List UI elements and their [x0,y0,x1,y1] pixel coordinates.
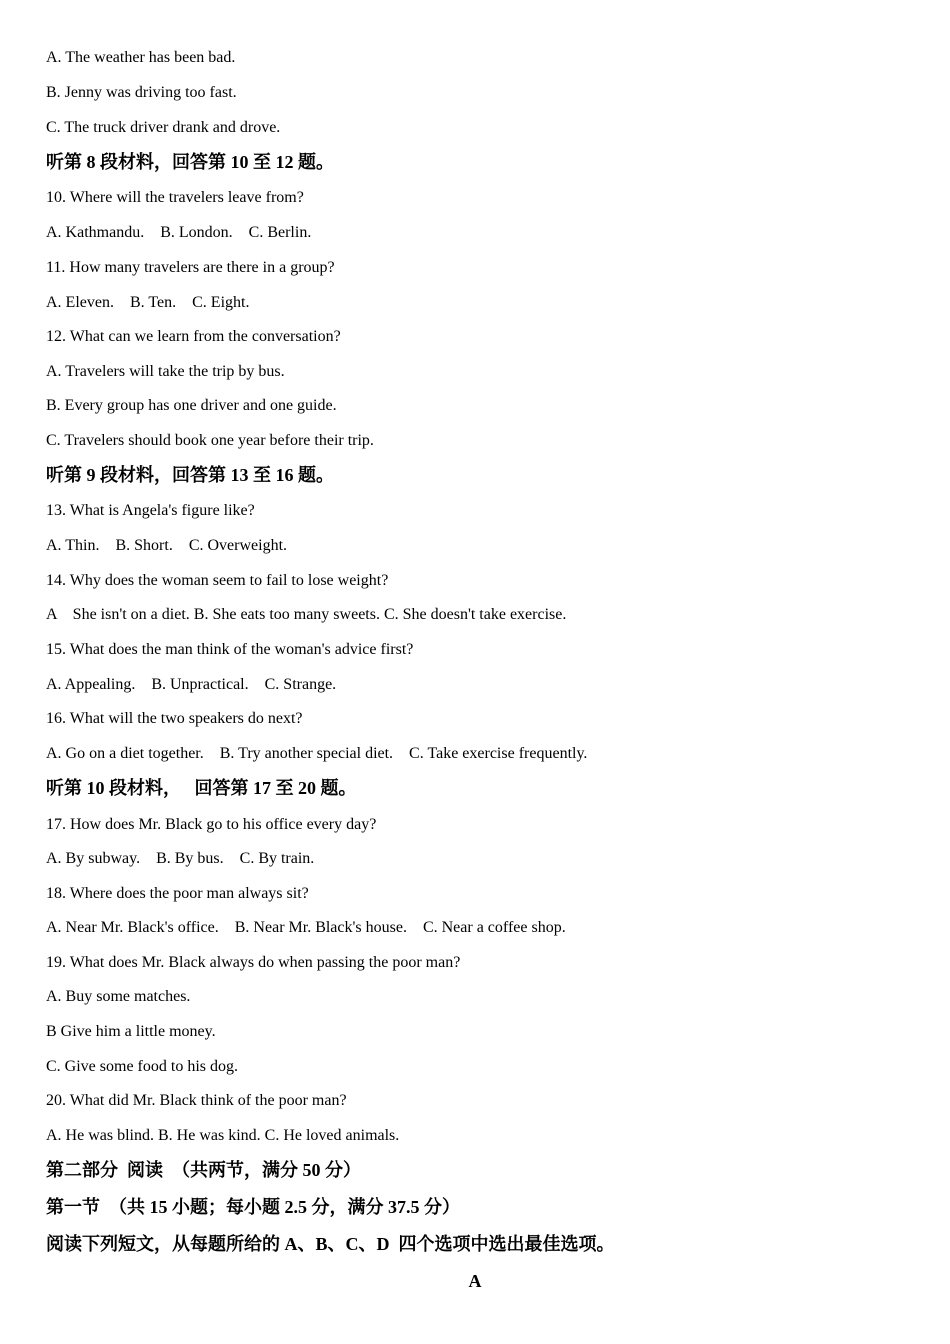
option-line: A. Travelers will take the trip by bus. [46,363,285,380]
option-line: A. Go on a diet together. B. Try another special diet. C. Take exercise frequently. [46,745,588,762]
question-line: 19. What does Mr. Black always do when passing the poor man? [46,954,461,971]
option-line: A. Appealing. B. Unpractical. C. Strange. [46,676,337,693]
question-line: 17. How does Mr. Black go to his office every day? [46,816,377,833]
part-heading: 第二部分 阅读 （共两节，满分 50 分） [46,1160,361,1180]
section-heading: 听第 10 段材料， 回答第 17 至 20 题。 [46,778,357,798]
question-line: 10. Where will the travelers leave from? [46,189,304,206]
option-line: C. Give some food to his dog. [46,1058,238,1075]
option-line: A. The weather has been bad. [46,49,236,66]
option-line: B. Every group has one driver and one guide. [46,397,337,414]
passage-label: A [468,1271,482,1291]
option-line: A. He was blind. B. He was kind. C. He loved animals. [46,1127,400,1144]
question-line: 20. What did Mr. Black think of the poor man? [46,1092,347,1109]
option-line: A. Eleven. B. Ten. C. Eight. [46,294,250,311]
option-line: A. Thin. B. Short. C. Overweight. [46,537,288,554]
option-line: B Give him a little money. [46,1023,216,1040]
section-heading: 第一节 （共 15 小题；每小题 2.5 分，满分 37.5 分） [46,1197,460,1217]
option-line: C. The truck driver drank and drove. [46,119,281,136]
question-line: 16. What will the two speakers do next? [46,710,303,727]
question-line: 11. How many travelers are there in a group? [46,259,335,276]
option-line: A. Kathmandu. B. London. C. Berlin. [46,224,312,241]
question-line: 13. What is Angela's figure like? [46,502,255,519]
option-line: C. Travelers should book one year before their trip. [46,432,374,449]
section-heading: 听第 8 段材料，回答第 10 至 12 题。 [46,152,334,172]
question-line: 14. Why does the woman seem to fail to lose weight? [46,572,389,589]
option-line: A. Near Mr. Black's office. B. Near Mr. Black's house. C. Near a coffee shop. [46,919,566,936]
question-line: 12. What can we learn from the conversation? [46,328,341,345]
instructions: 阅读下列短文，从每题所给的 A、B、C、D 四个选项中选出最佳选项。 [46,1234,615,1254]
option-line: A. By subway. B. By bus. C. By train. [46,850,315,867]
question-line: 18. Where does the poor man always sit? [46,885,309,902]
question-line: 15. What does the man think of the woman's advice first? [46,641,414,658]
option-line: A She isn't on a diet. B. She eats too many sweets. C. She doesn't take exercise. [46,606,567,623]
option-line: A. Buy some matches. [46,988,191,1005]
option-line: B. Jenny was driving too fast. [46,84,237,101]
section-heading: 听第 9 段材料，回答第 13 至 16 题。 [46,465,334,485]
